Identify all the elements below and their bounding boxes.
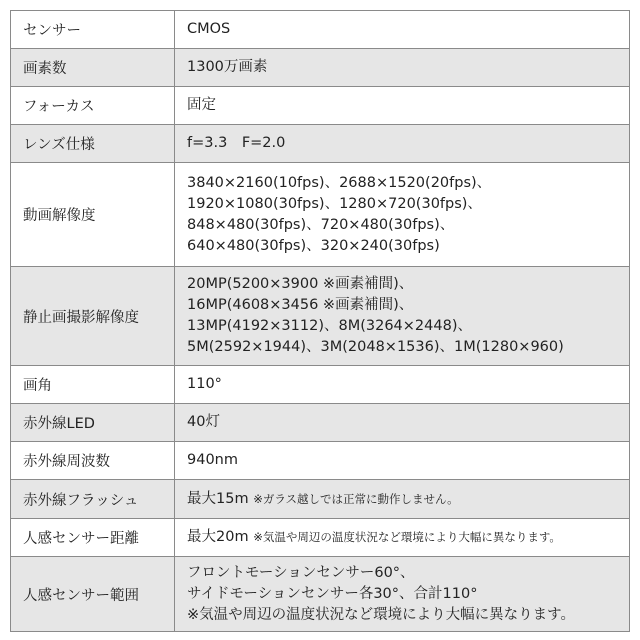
spec-value — [175, 519, 630, 557]
spec-row-sensor — [11, 11, 630, 49]
value-main: 最大20m — [187, 529, 249, 545]
spec-row-ir-frequency — [11, 442, 630, 480]
value-line: 20MP(5200×3900 ※画素補間)、 — [187, 276, 414, 292]
spec-row-ir-flash — [11, 480, 630, 519]
value-line: 3840×2160(10fps)、2688×1520(20fps)、 — [187, 174, 492, 191]
spec-value — [175, 480, 630, 519]
spec-value: 1300万画素 — [175, 49, 630, 87]
spec-value: 940nm — [175, 442, 630, 480]
spec-row-pixels — [11, 49, 630, 87]
spec-value: 110° — [175, 366, 630, 404]
spec-value: f=3.3 F=2.0 — [175, 125, 630, 163]
spec-label: 人感センサー距離 — [11, 519, 175, 557]
spec-value: 40灯 — [175, 404, 630, 442]
spec-row-still-resolution — [11, 267, 630, 366]
value-line: 5M(2592×1944)、3M(2048×1536)、1M(1280×960) — [187, 339, 564, 355]
spec-value: 固定 — [175, 87, 630, 125]
spec-label: 静止画撮影解像度 — [11, 267, 175, 366]
value-line: フロントモーションセンサー60°、 — [187, 564, 415, 581]
spec-row-sensor-range — [11, 557, 630, 632]
spec-label: 動画解像度 — [11, 163, 175, 267]
spec-label: 人感センサー範囲 — [11, 557, 175, 632]
value-line: 848×480(30fps)、720×480(30fps)、 — [187, 216, 455, 233]
spec-table — [10, 10, 630, 632]
value-line: ※気温や周辺の温度状況など環境により大幅に異なります。 — [187, 606, 575, 623]
spec-row-sensor-distance — [11, 519, 630, 557]
spec-label: 赤外線周波数 — [11, 442, 175, 480]
value-line: サイドモーションセンサー各30°、合計110° — [187, 585, 478, 602]
spec-label: レンズ仕様 — [11, 125, 175, 163]
spec-value — [175, 163, 630, 267]
spec-label: センサー — [11, 11, 175, 49]
value-line: 640×480(30fps)、320×240(30fps) — [187, 237, 440, 254]
value-main: 最大15m — [187, 490, 249, 507]
spec-label: 赤外線フラッシュ — [11, 480, 175, 519]
spec-value: CMOS — [175, 11, 630, 49]
value-note: ※ガラス越しでは正常に動作しません。 — [253, 491, 459, 506]
spec-row-ir-led — [11, 404, 630, 442]
spec-row-video-resolution — [11, 163, 630, 267]
spec-row-focus — [11, 87, 630, 125]
spec-label: 赤外線LED — [11, 404, 175, 442]
spec-row-lens — [11, 125, 630, 163]
value-line: 1920×1080(30fps)、1280×720(30fps)、 — [187, 195, 482, 212]
spec-label: 画素数 — [11, 49, 175, 87]
spec-value — [175, 557, 630, 632]
spec-label: 画角 — [11, 366, 175, 404]
spec-value — [175, 267, 630, 366]
value-line: 13MP(4192×3112)、8M(3264×2448)、 — [187, 318, 472, 334]
value-note: ※気温や周辺の温度状況など環境により大幅に異なります。 — [253, 530, 561, 544]
spec-row-angle — [11, 366, 630, 404]
value-line: 16MP(4608×3456 ※画素補間)、 — [187, 297, 414, 313]
spec-label: フォーカス — [11, 87, 175, 125]
